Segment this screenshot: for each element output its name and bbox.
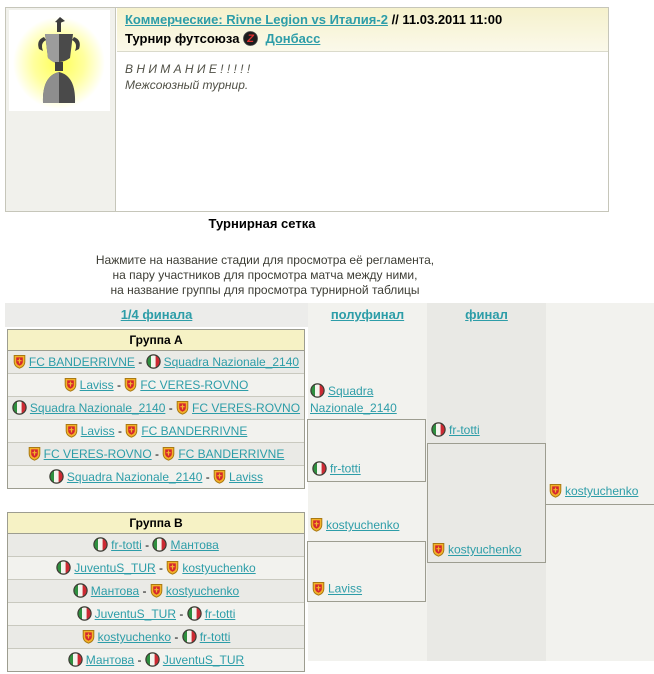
team-link[interactable]: Squadra Nazionale_2140 xyxy=(163,355,300,369)
notice-text xyxy=(117,53,608,93)
group-title[interactable]: Группа А xyxy=(7,329,305,351)
team-link[interactable]: Мантова xyxy=(170,538,219,552)
italy-flag-icon xyxy=(312,461,327,476)
match-separator: - xyxy=(114,424,126,438)
notice-line-2: Межсоюзный турнир. xyxy=(125,78,249,92)
ukraine-crest-icon xyxy=(124,377,137,392)
match-separator: - xyxy=(155,561,167,575)
semifinal-link[interactable]: полуфинал xyxy=(330,307,405,322)
ukraine-crest-icon xyxy=(65,423,78,438)
match-row xyxy=(8,649,304,671)
team-link[interactable]: FC BANDERRIVNE xyxy=(141,424,248,438)
match-row xyxy=(8,397,304,420)
semifinal-2-box xyxy=(307,541,426,602)
ukraine-crest-icon xyxy=(150,583,163,598)
tournament-header xyxy=(117,8,608,52)
instruction-line-2: на пару участников для просмотра матча между ними, xyxy=(112,268,418,282)
team-link[interactable]: Squadra Nazionale_2140 xyxy=(29,401,166,415)
match-row xyxy=(8,580,304,603)
match-separator: - xyxy=(171,630,182,644)
ukraine-crest-icon xyxy=(64,377,77,392)
team-link[interactable]: JuventuS_TUR xyxy=(162,653,245,667)
quarterfinal-link[interactable]: 1/4 финала xyxy=(120,307,193,322)
team-link[interactable]: Squadra Nazionale_2140 xyxy=(310,384,397,416)
italy-flag-icon xyxy=(146,354,161,369)
italy-flag-icon xyxy=(187,606,202,621)
instruction-line-1: Нажмите на название стадии для просмотра её регламента, xyxy=(95,253,435,267)
trophy-image xyxy=(9,10,110,111)
team-link[interactable]: kostyuchenko xyxy=(97,630,172,644)
team-link[interactable]: Laviss xyxy=(80,424,115,438)
match-separator: - xyxy=(141,538,153,552)
ukraine-crest-icon xyxy=(125,423,138,438)
final-link[interactable]: финал xyxy=(465,307,508,322)
round-header-final xyxy=(427,307,546,322)
semifinal-1-top-entrant xyxy=(310,383,425,416)
tournament-info-panel xyxy=(5,7,609,212)
semifinal-2-top-entrant xyxy=(310,517,425,534)
semifinal-column xyxy=(308,303,427,661)
match-separator: - xyxy=(151,447,163,461)
match-row xyxy=(8,351,304,374)
ukraine-crest-icon xyxy=(166,560,179,575)
ukraine-crest-icon xyxy=(176,400,189,415)
team-link[interactable]: Мантова xyxy=(85,653,135,667)
union-link[interactable]: Донбасс xyxy=(265,31,321,46)
notice-line-1: В Н И М А Н И Е ! ! ! ! ! xyxy=(125,62,251,76)
match-separator: - xyxy=(139,584,150,598)
semifinal-2-bottom-entrant xyxy=(312,581,362,598)
team-link[interactable]: Мантова xyxy=(90,584,140,598)
match-separator: - xyxy=(134,355,146,369)
match-row xyxy=(8,534,304,557)
team-link[interactable]: JuventuS_TUR xyxy=(74,561,156,575)
team-link[interactable]: Laviss xyxy=(79,378,114,392)
italy-flag-icon xyxy=(56,560,71,575)
ukraine-crest-icon xyxy=(82,629,95,644)
svg-text:Z: Z xyxy=(247,32,255,45)
team-link[interactable]: fr-totti xyxy=(330,461,361,476)
match-separator: - xyxy=(165,401,177,415)
team-link[interactable]: kostyuchenko xyxy=(326,518,400,532)
union-line xyxy=(125,30,600,48)
ukraine-crest-icon xyxy=(13,354,26,369)
team-link[interactable]: FC BANDERRIVNE xyxy=(178,447,285,461)
trophy-column xyxy=(6,8,116,211)
instruction-line-3: на название группы для просмотра турнирной таблицы xyxy=(110,283,420,297)
team-link[interactable]: FC VERES-ROVNO xyxy=(140,378,249,392)
team-link[interactable]: FC VERES-ROVNO xyxy=(43,447,152,461)
team-link[interactable]: fr-totti xyxy=(111,538,142,552)
team-link[interactable]: Laviss xyxy=(229,470,264,484)
tournament-bracket xyxy=(0,303,654,674)
italy-flag-icon xyxy=(73,583,88,598)
team-link[interactable]: kostyuchenko xyxy=(565,484,639,498)
match-row xyxy=(8,603,304,626)
bracket-instructions xyxy=(0,253,530,298)
italy-flag-icon xyxy=(145,652,160,667)
italy-flag-icon xyxy=(152,537,167,552)
italy-flag-icon xyxy=(68,652,83,667)
match-row xyxy=(8,420,304,443)
tournament-title-link[interactable]: Коммерческие: Rivne Legion vs Италия-2 xyxy=(125,12,388,27)
ukraine-crest-icon xyxy=(310,517,323,532)
title-line xyxy=(125,11,600,29)
union-prefix: Турнир футсоюза xyxy=(125,31,240,46)
team-link[interactable]: JuventuS_TUR xyxy=(94,607,177,621)
italy-flag-icon xyxy=(77,606,92,621)
match-separator: - xyxy=(113,378,125,392)
tournament-description xyxy=(117,53,608,211)
donbass-union-icon[interactable] xyxy=(243,31,258,46)
tournament-winner xyxy=(546,481,654,505)
round-header-semifinal xyxy=(308,307,427,322)
italy-flag-icon xyxy=(93,537,108,552)
match-row xyxy=(8,466,304,488)
team-link[interactable]: fr-totti xyxy=(204,607,236,621)
team-link[interactable]: FC VERES-ROVNO xyxy=(192,401,301,415)
team-link[interactable]: kostyuchenko xyxy=(448,542,522,557)
team-link[interactable]: Laviss xyxy=(328,581,363,596)
section-title: Турнирная сетка xyxy=(208,216,316,231)
group-title[interactable]: Группа В xyxy=(7,512,305,534)
final-bottom-entrant xyxy=(432,542,521,559)
italy-flag-icon xyxy=(431,422,446,437)
match-row xyxy=(8,626,304,649)
group-a-table xyxy=(7,329,305,489)
final-box xyxy=(427,443,546,563)
team-link[interactable]: Squadra Nazionale_2140 xyxy=(66,470,203,484)
ukraine-crest-icon xyxy=(549,483,562,498)
team-link[interactable]: fr-totti xyxy=(199,630,231,644)
italy-flag-icon xyxy=(12,400,27,415)
italy-flag-icon xyxy=(49,469,64,484)
match-row xyxy=(8,443,304,466)
match-separator: - xyxy=(202,470,214,484)
semifinal-1-bottom-entrant xyxy=(312,461,361,478)
semifinal-1-box xyxy=(307,419,426,482)
ukraine-crest-icon xyxy=(213,469,226,484)
ukraine-crest-icon xyxy=(162,446,175,461)
match-row xyxy=(8,374,304,397)
team-link[interactable]: FC BANDERRIVNE xyxy=(28,355,135,369)
team-link[interactable]: kostyuchenko xyxy=(182,561,256,575)
match-row xyxy=(8,557,304,580)
match-separator: - xyxy=(134,653,145,667)
final-top-entrant xyxy=(431,422,544,439)
ukraine-crest-icon xyxy=(28,446,41,461)
italy-flag-icon xyxy=(182,629,197,644)
group-b-table xyxy=(7,512,305,672)
team-link[interactable]: kostyuchenko xyxy=(165,584,240,598)
team-link[interactable]: fr-totti xyxy=(449,423,480,437)
italy-flag-icon xyxy=(310,383,325,398)
match-separator: - xyxy=(176,607,187,621)
tournament-datetime: // 11.03.2011 11:00 xyxy=(391,12,503,27)
ukraine-crest-icon xyxy=(312,581,325,596)
round-header-quarterfinal xyxy=(5,307,308,322)
ukraine-crest-icon xyxy=(432,542,445,557)
